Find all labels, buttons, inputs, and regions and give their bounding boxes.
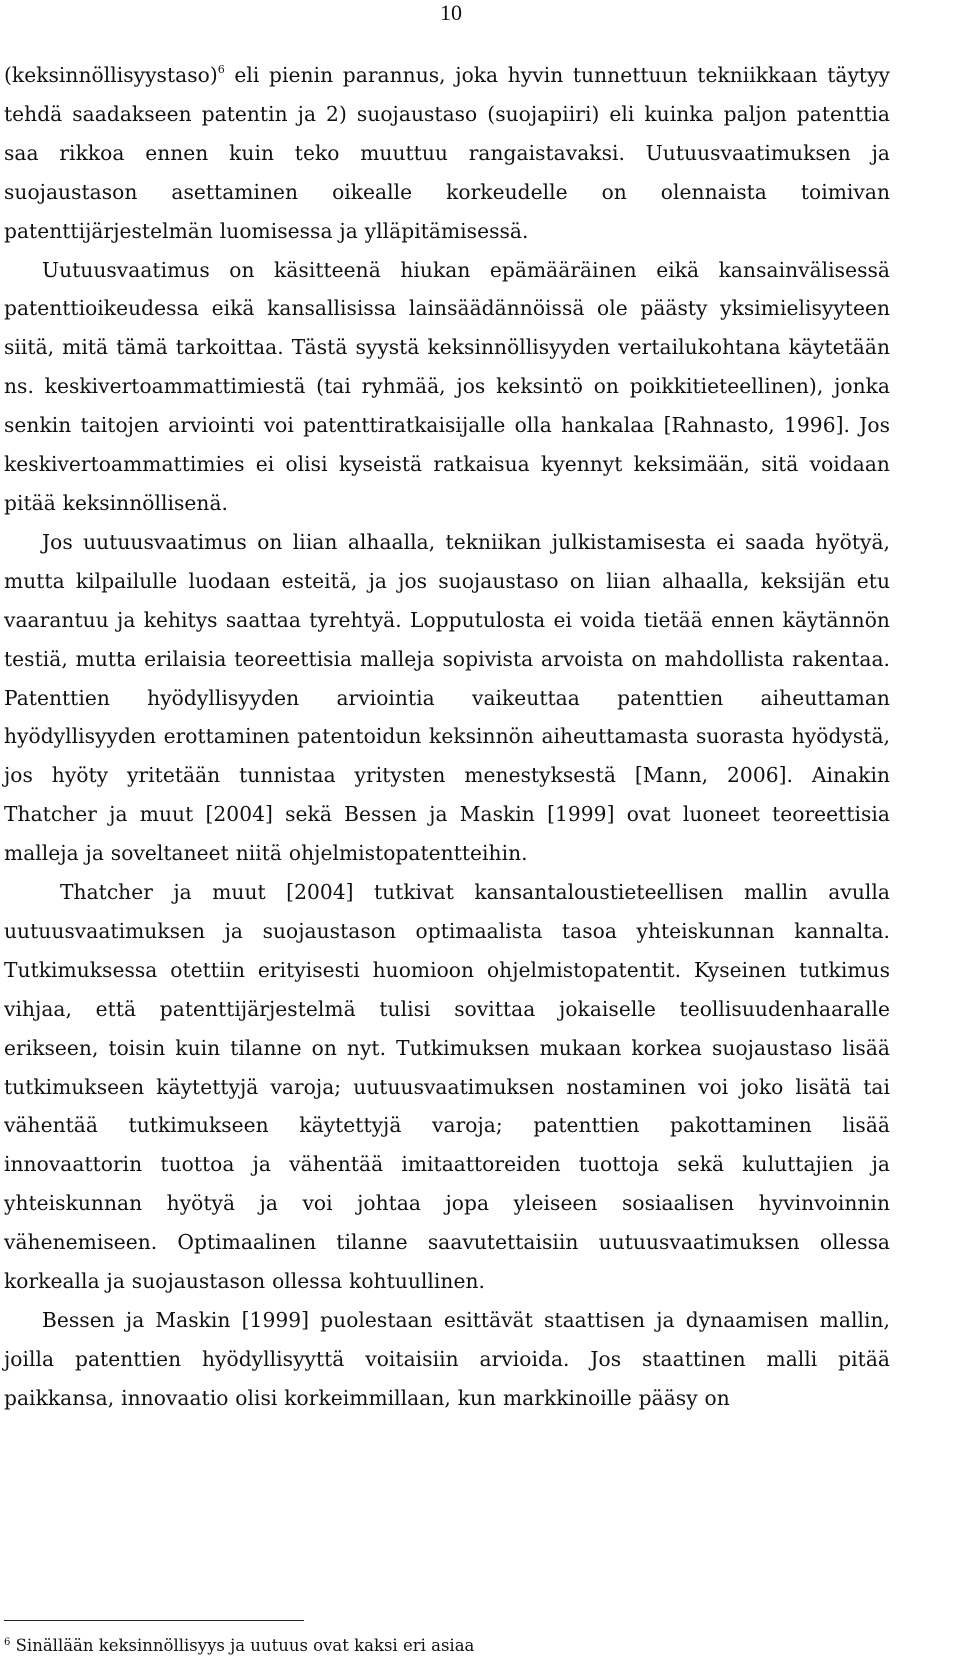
body-text: [4, 56, 890, 1418]
footnote-mark: 6: [4, 1637, 11, 1648]
paragraph-5: Bessen ja Maskin [1999] puolestaan esittävät staattisen ja dynaamisen mallin, joilla patenttien hyödyllisyyttä voitaisiin arvioida. Jos staattinen malli pitää paikkansa, innovaatio olisi korkeimmillaan, kun markkinoille pääsy on: [4, 1308, 890, 1410]
paragraph-1: [4, 56, 890, 251]
paragraph-3: Jos uutuusvaatimus on liian alhaalla, tekniikan julkistamisesta ei saada hyötyä, mutta kilpailulle luodaan esteitä, ja jos suojaustaso on liian alhaalla, keksijän etu vaarantuu ja kehitys saattaa tyrehtyä. Lopputulosta ei voida tietää ennen käytännön testiä, mutta erilaisia teoreettisia malleja sopivista arvoista on mahdollista rakentaa. Patenttien hyödyllisyyden arviointia vaikeuttaa patenttien aiheuttaman hyödyllisyyden erottaminen patentoidun keksinnön aiheuttamasta suorasta hyödystä, jos hyöty yritetään tunnistaa yritysten menestyksestä [Mann, 2006]. Ainakin Thatcher ja muut [2004] sekä Bessen ja Maskin [1999] ovat luoneet teoreettisia malleja ja soveltaneet niitä ohjelmistopatentteihin.: [4, 529, 890, 866]
paragraph-1-start: (keksinnöllisyystaso): [4, 63, 218, 87]
paragraph-4: Thatcher ja muut [2004] tutkivat kansantaloustieteellisen mallin avulla uutuusvaatimuksen ja suojaustason optimaalista tasoa yhteiskunnan kannalta. Tutkimuksessa otettiin erityisesti huomioon ohjelmistopatentit. Kyseinen tutkimus vihjaa, että patenttijärjestelmä tulisi sovittaa jokaiselle teollisuudenhaaralle erikseen, toisin kuin tilanne on nyt. Tutkimuksen mukaan korkea suojaustaso lisää tutkimukseen käytettyjä varoja; uutuusvaatimuksen nostaminen voi joko lisätä tai vähentää tutkimukseen käytettyjä varoja; patenttien pakottaminen lisää innovaattorin tuottoa ja vähentää imitaattoreiden tuottoja sekä kuluttajien ja yhteiskunnan hyötyä ja voi johtaa jopa yleiseen sosiaalisen hyvinvoinnin vähenemiseen. Optimaalinen tilanne saavutettaisiin uutuusvaatimuksen ollessa korkealla ja suojaustason ollessa kohtuullinen.: [4, 880, 890, 1294]
paragraph-1-rest: eli pienin parannus, joka hyvin tunnettuun tekniikkaan täytyy tehdä saadakseen patentin ja 2) suojaustaso (suojapiiri) eli kuinka paljon patenttia saa rikkoa ennen kuin teko muuttuu rangaistavaksi. Uutuusvaatimuksen ja suojaustason asettaminen oikealle korkeudelle on olennaista toimivan patenttijärjestelmän luomisessa ja ylläpitämisessä.: [4, 63, 890, 243]
footnote-reference: 6: [217, 63, 225, 76]
page-number: 10: [440, 0, 462, 25]
footnote-text: Sinällään keksinnöllisyys ja uutuus ovat kaksi eri asiaa: [10, 1636, 475, 1655]
paragraph-2: Uutuusvaatimus on käsitteenä hiukan epämääräinen eikä kansainvälisessä patenttioikeudessa eikä kansallisissa lainsäädännöissä ole päästy yksimielisyyteen siitä, mitä tämä tarkoittaa. Tästä syystä keksinnöllisyyden vertailukohtana käytetään ns. keskivertoammattimiestä (tai ryhmää, jos keksintö on poikkitieteellinen), jonka senkin taitojen arviointi voi patenttiratkaisijalle olla hankalaa [Rahnasto, 1996]. Jos keskivertoammattimies ei olisi kyseistä ratkaisua kyennyt keksimään, sitä voidaan pitää keksinnöllisenä.: [4, 257, 890, 515]
footnote: [4, 1635, 474, 1657]
footnote-separator: [4, 1620, 304, 1621]
